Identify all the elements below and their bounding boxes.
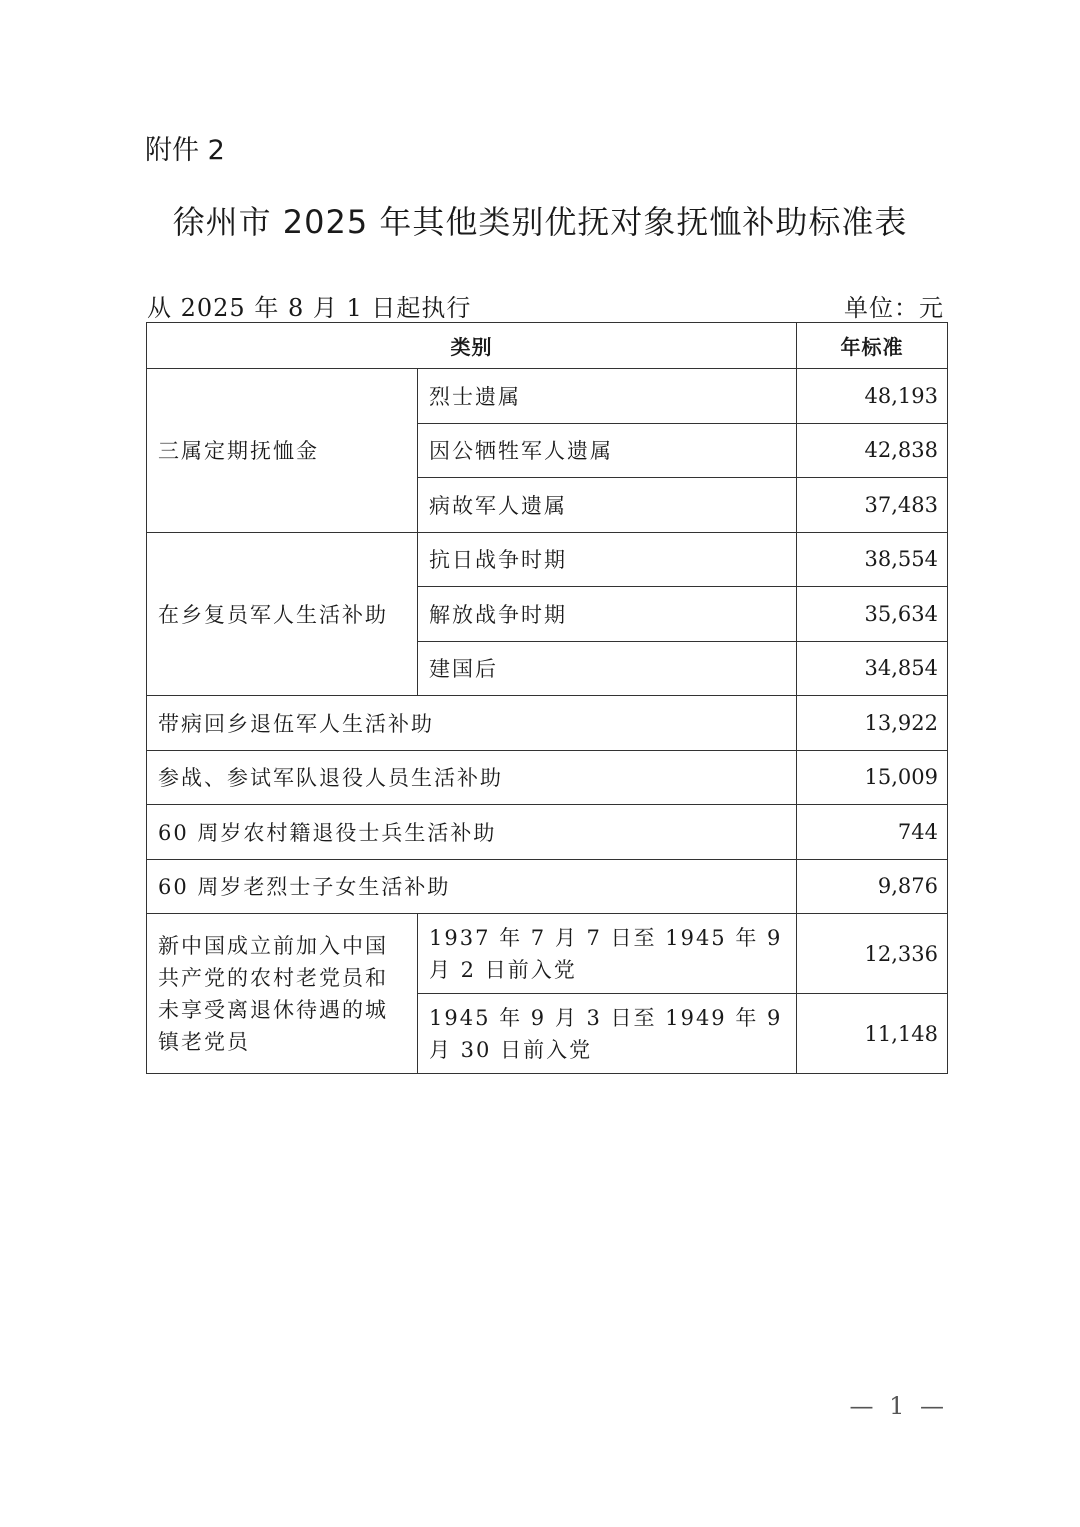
amount: 48,193 (797, 369, 948, 424)
table-row (147, 532, 948, 587)
sub-category: 1945 年 9 月 3 日至 1949 年 9 月 30 日前入党 (418, 994, 797, 1074)
amount: 13,922 (797, 696, 948, 751)
sub-category: 建国后 (418, 641, 797, 696)
table-header-row (147, 323, 948, 369)
row-name: 60 周岁老烈士子女生活补助 (147, 859, 797, 914)
header-category: 类别 (147, 323, 797, 369)
effective-date: 从 2025 年 8 月 1 日起执行 (147, 294, 472, 322)
amount: 34,854 (797, 641, 948, 696)
sub-category: 1937 年 7 月 7 日至 1945 年 9 月 2 日前入党 (418, 914, 797, 994)
attachment-label: 附件 2 (145, 135, 225, 166)
amount: 744 (797, 805, 948, 860)
row-name: 带病回乡退伍军人生活补助 (147, 696, 797, 751)
amount: 37,483 (797, 478, 948, 533)
amount: 12,336 (797, 914, 948, 994)
sub-category: 病故军人遗属 (418, 478, 797, 533)
table-row (147, 859, 948, 914)
table-row (147, 914, 948, 994)
amount: 9,876 (797, 859, 948, 914)
standard-table (146, 322, 948, 1074)
amount: 42,838 (797, 423, 948, 478)
sub-category: 烈士遗属 (418, 369, 797, 424)
sub-category: 抗日战争时期 (418, 532, 797, 587)
header-annual-standard: 年标准 (797, 323, 948, 369)
page-number: — 1 — (849, 1392, 948, 1420)
table-row (147, 696, 948, 751)
unit-label: 单位：元 (844, 294, 944, 322)
sub-category: 因公牺牲军人遗属 (418, 423, 797, 478)
group-name: 新中国成立前加入中国共产党的农村老党员和未享受离退休待遇的城镇老党员 (147, 914, 418, 1074)
table-row (147, 750, 948, 805)
sub-category: 解放战争时期 (418, 587, 797, 642)
amount: 38,554 (797, 532, 948, 587)
row-name: 参战、参试军队退役人员生活补助 (147, 750, 797, 805)
row-name: 60 周岁农村籍退役士兵生活补助 (147, 805, 797, 860)
group-name: 三属定期抚恤金 (147, 369, 418, 533)
table-row (147, 369, 948, 424)
table-row (147, 805, 948, 860)
amount: 35,634 (797, 587, 948, 642)
amount: 15,009 (797, 750, 948, 805)
document-title: 徐州市 2025 年其他类别优抚对象抚恤补助标准表 (172, 203, 908, 241)
amount: 11,148 (797, 994, 948, 1074)
group-name: 在乡复员军人生活补助 (147, 532, 418, 696)
